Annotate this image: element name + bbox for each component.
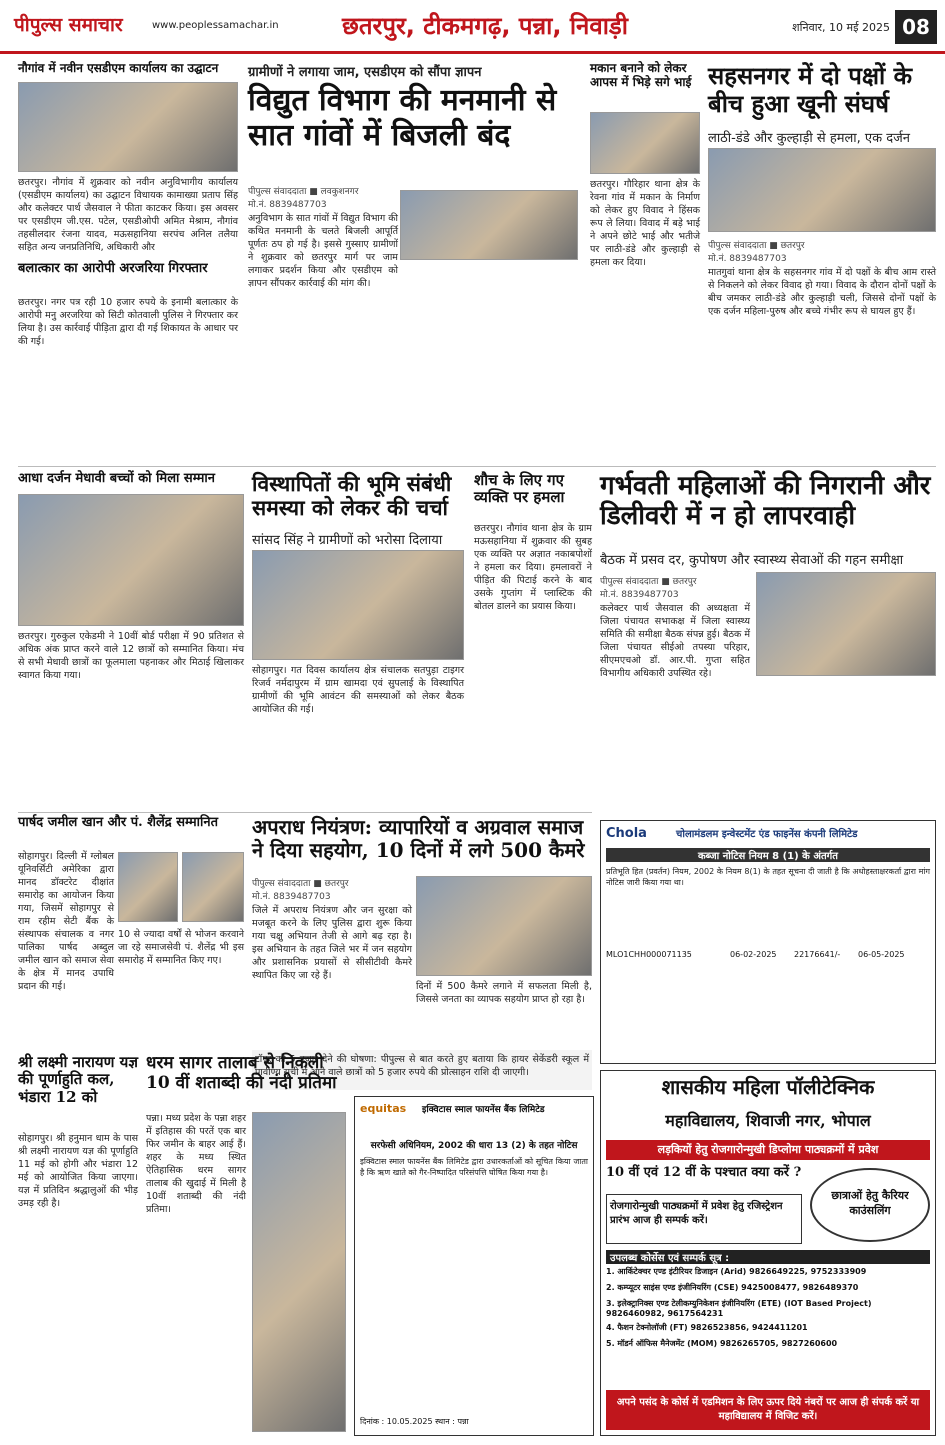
- story2-byline: पीपुल्स संवाददाता ■ लवकुशनगर: [248, 187, 359, 197]
- poly-course-item: 2. कम्प्यूटर साइंस एण्ड इंजीनियरिंग (CSE) 9425008477, 9826489370: [606, 1283, 859, 1292]
- story1-headline: नौगांव में नवीन एसडीएम कार्यालय का उद्घाटन: [18, 61, 219, 75]
- chola-demand-date: 06-02-2025: [730, 950, 777, 959]
- story9-subheadline: बैठक में प्रसव दर, कुपोषण और स्वास्थ्य सेवाओं की गहन समीक्षा: [600, 553, 904, 568]
- story10-photo-2: [182, 852, 244, 922]
- story7-photo: [252, 550, 464, 660]
- poly-course-item: 4. फैशन टेक्नोलॉजी (FT) 9826523856, 9424411201: [606, 1323, 808, 1332]
- story7-subheadline: सांसद सिंह ने ग्रामीणों को भरोसा दिलाया: [252, 533, 443, 548]
- poly-counseling-bubble: छात्राओं हेतु कैरियर काउंसलिंग: [810, 1168, 930, 1242]
- story11-phone: मो.नं. 8839487703: [252, 892, 331, 902]
- poly-banner: लड़कियों हेतु रोजगारोन्मुखी डिप्लोमा पाठ्यक्रमों में प्रवेश: [606, 1140, 930, 1160]
- story10-body: सोहागपुर। दिल्ली में ग्लोबल यूनिवर्सिटी अमेरिका द्वारा मानद डॉक्टरेट दीक्षांत समारोह का आयोजन किया गया, जिसमें सोहागपुर से राम रहीम सेटी बैंक के संस्थापक संचालक व नगर पालिका पार्षद अब्दुल जमील खान को समाज सेवा के क्षेत्र में मानद उपाधि प्रदान की गई।: [18, 851, 114, 992]
- page-number: 08: [895, 10, 937, 44]
- poly-footer: अपने पसंद के कोर्स में एडमिशन के लिए ऊपर दिये नंबरों पर आज ही संपर्क करें या महाविद्यालय में विजिट करें।: [606, 1390, 930, 1430]
- issue-date: शनिवार, 10 मई 2025: [792, 21, 890, 34]
- section-divider: [18, 466, 936, 467]
- story4-byline: पीपुल्स संवाददाता ■ छतरपुर: [708, 241, 805, 251]
- story7-headline: विस्थापितों की भूमि संबंधी समस्या को लेकर की चर्चा: [252, 471, 452, 521]
- chola-text: प्रतिभूति हित (प्रवर्तन) नियम, 2002 के नियम 8(1) के तहत सूचना दी जाती है कि अधोहस्ताक्षरकर्ता द्वारा मांग नोटिस जारी किया गया था।: [606, 867, 930, 887]
- story9-byline: पीपुल्स संवाददाता ■ छतरपुर: [600, 577, 697, 587]
- story1-body: छतरपुर। नौगांव में शुक्रवार को नवीन अनुविभागीय कार्यालय (एसडीएम कार्यालय) का उद्घाटन विधायक कामाख्या प्रताप सिंह और कलेक्टर पार्थ जैसवाल ने फीता काटकर किया। इस अवसर पर एसडीएम जी.एस. पटेल, एसडीओपी अमित मेश्राम, नौगांव तहसीलदार रंजना यादव, मऊसहानिया सरपंच अनिल तलैया सहित अन्य जनप्रतिनिधि, अधिकारी और: [18, 177, 238, 253]
- story3-headline: मकान बनाने को लेकर आपस में भिड़े सगे भाई: [590, 61, 692, 89]
- story9-body: कलेक्टर पार्थ जैसवाल की अध्यक्षता में जिला पंचायत सभाकक्ष में जिला स्वास्थ्य समिति की समीक्षा बैठक संपन्न हुई। बैठक में जिला पंचायत सीईओ तपस्या परिहार, सीएमएचओ डॉ. आर.पी. गुप्ता सहित विभागीय अधिकारी उपस्थित रहे।: [600, 603, 750, 679]
- story9-photo: [756, 572, 936, 676]
- equitas-date: दिनांक : 10.05.2025 स्थान : पन्ना: [360, 1417, 469, 1426]
- chola-loan-number: MLO1CHH000071135: [606, 950, 692, 959]
- equitas-text: इक्विटास स्माल फायनेंस बैंक लिमिटेड द्वारा उधारकर्ताओं को सूचित किया जाता है कि ऋण खाते को गैर-निष्पादित परिसंपत्ति घोषित किया गया है।: [360, 1157, 588, 1177]
- story9-headline: गर्भवती महिलाओं की निगरानी और डिलीवरी में न हो लापरवाही: [600, 471, 931, 531]
- story13-headline: धरम सागर तालाब से निकली 10 वीं शताब्दी की नंदी प्रतिमा: [146, 1053, 337, 1093]
- poly-courses-title: उपलब्ध कोर्सेस एवं सम्पर्क सूत्र :: [606, 1250, 930, 1264]
- story2-headline: विद्युत विभाग की मनमानी से सात गांवों में बिजली बंद: [248, 83, 557, 153]
- newspaper-logo: पीपुल्स समाचार: [14, 14, 123, 36]
- story4-subheadline: लाठी-डंडे और कुल्हाड़ी से हमला, एक दर्जन: [708, 131, 911, 146]
- story3-body: छतरपुर। गौरिहार थाना क्षेत्र के रेवना गांव में मकान के निर्माण को लेकर हुए विवाद ने हिंसक रूप ले लिया। विवाद में बड़े भाई ने अपने छोटे भाई और भतीजे पर लाठी-डंडे और कुल्हाड़ी से हमला कर दिया।: [590, 179, 700, 268]
- story5-headline: बलात्कार का आरोपी अरजरिया गिरफ्तार: [18, 261, 208, 276]
- story4-headline: सहसनगर में दो पक्षों के बीच हुआ खूनी संघर्ष: [708, 61, 913, 118]
- section-divider: [18, 812, 592, 813]
- story2-body: अनुविभाग के सात गांवों में विद्युत विभाग की कथित मनमानी के चलते बिजली आपूर्ति पूर्णतः ठप हो गई है। इससे गुस्साए ग्रामीणों ने शुक्रवार को छतरपुर मार्ग पर जाम लगाकर प्रदर्शन किया और एसडीएम को ज्ञापन सौंपकर कार्रवाई की मांग की।: [248, 213, 398, 289]
- chola-amount: 22176641/-: [794, 950, 841, 959]
- story12-body: सोहागपुर। श्री हनुमान धाम के पास श्री लक्ष्मी नारायण यज्ञ की पूर्णाहुति 11 मई को होगी और भंडारा 12 मई को आयोजित किया जाएगा। यज्ञ में प्रतिदिन श्रद्धालुओं की भीड़ उमड़ रही है।: [18, 1133, 138, 1209]
- story11-note: टॉपर को 5 हजार देने की घोषणा: पीपुल्स से बात करते हुए बताया कि हायर सेकेंडरी स्कूल में प्रावीण्य सूची में आने वाले छात्रों को 5 हजार रुपये की प्रोत्साहन राशि दी जाएगी।: [252, 1050, 592, 1090]
- region-title: छतरपुर, टीकमगढ़, पन्ना, निवाड़ी: [342, 12, 628, 40]
- poly-course-item: 5. मॉडर्न ऑफिस मैनेजमेंट (MOM) 9826265705, 9827260600: [606, 1339, 838, 1348]
- story8-body: छतरपुर। नौगांव थाना क्षेत्र के ग्राम मऊसहानिया में शुक्रवार की सुबह एक व्यक्ति पर अज्ञात नकाबपोशों ने हमला कर दिया। हमलावरों ने पीड़ित की पिटाई करने के बाद उसके गुप्तांग में प्लास्टिक की बोतल डालने का प्रयास किया।: [474, 523, 592, 612]
- story2-phone: मो.नं. 8839487703: [248, 200, 327, 210]
- story3-photo: [590, 112, 700, 174]
- story11-byline: पीपुल्स संवाददाता ■ छतरपुर: [252, 879, 349, 889]
- poly-registration-box: रोजगारोन्मुखी पाठ्यक्रमों में प्रवेश हेतु रजिस्ट्रेशन प्रारंभ आज ही सम्पर्क करें।: [606, 1194, 802, 1244]
- equitas-brand: equitas: [360, 1102, 407, 1115]
- chola-title: चोलामंडलम इन्वेस्टमेंट एंड फाइनेंस कंपनी लिमिटेड: [676, 829, 858, 840]
- equitas-title: इक्विटास स्माल फायनेंस बैंक लिमिटेड: [422, 1105, 545, 1115]
- poly-course-item: 3. इलेक्ट्रानिक्स एण्ड टेलीकम्युनिकेशन इंजीनियरिंग (ETE) (IOT Based Project) 9826460982, 9617564231: [606, 1299, 872, 1318]
- story8-headline: शौच के लिए गए व्यक्ति पर हमला: [474, 471, 565, 507]
- story4-body: मातगुवां थाना क्षेत्र के सहसनगर गांव में दो पक्षों के बीच आम रास्ते से निकलने को लेकर विवाद हो गया। विवाद के दौरान दोनों पक्षों के बीच जमकर लाठी-डंडे और कुल्हाड़ी चली, जिससे दोनों पक्षों के एक दर्जन महिला-पुरुष और बच्चे गंभीर रूप से घायल हुए हैं।: [708, 267, 936, 317]
- story6-photo: [18, 494, 244, 626]
- story2-photo: [400, 190, 578, 260]
- chola-brand: Chola: [606, 826, 647, 841]
- story11-photo: [416, 876, 592, 976]
- poly-question: 10 वीं एवं 12 वीं के पश्चात क्या करें ?: [606, 1165, 802, 1180]
- story11-body-2: दिनों में 500 कैमरे लगाने में सफलता मिली है, जिससे जनता का व्यापक सहयोग प्राप्त हो रहा है।: [416, 981, 592, 1005]
- poly-subtitle: महाविद्यालय, शिवाजी नगर, भोपाल: [665, 1111, 871, 1130]
- story6-headline: आधा दर्जन मेधावी बच्चों को मिला सम्मान: [18, 471, 215, 486]
- story7-body: सोहागपुर। गत दिवस कार्यालय क्षेत्र संचालक सतपुड़ा टाइगर रिजर्व नर्मदापुरम में ग्राम खामदा एवं सुपलाई के विस्थापित ग्रामीणों की भूमि आवंटन की समस्याओं को लेकर बैठक आयोजित की गई।: [252, 665, 464, 715]
- poly-title: शासकीय महिला पॉलीटेक्निक: [661, 1075, 875, 1099]
- story9-phone: मो.नं. 8839487703: [600, 590, 679, 600]
- story1-photo: [18, 82, 238, 172]
- chola-possession-date: 06-05-2025: [858, 950, 905, 959]
- story2-kicker: ग्रामीणों ने लगाया जाम, एसडीएम को सौंपा ज्ञापन: [248, 65, 482, 80]
- story12-headline: श्री लक्ष्मी नारायण यज्ञ की पूर्णाहुति कल, भंडारा 12 को: [18, 1053, 138, 1106]
- story6-body: छतरपुर। गुरुकुल एकेडमी ने 10वीं बोर्ड परीक्षा में 90 प्रतिशत से अधिक अंक प्राप्त करने वाले 12 छात्रों को सम्मानित किया। मंच से सभी मेधावी छात्रों का फूलमाला पहनाकर और मिठाई खिलाकर स्वागत किया गया।: [18, 631, 244, 681]
- story11-headline: अपराध नियंत्रण: व्यापारियों व अग्रवाल समाज ने दिया सहयोग, 10 दिनों में लगे 500 कैमरे: [252, 815, 585, 862]
- story4-photo: [708, 148, 936, 232]
- story10-photo-1: [118, 852, 178, 922]
- story10-body-2: 10 से ज्यादा वर्षों से भोजन करवाने जा रहे समाजसेवी पं. शैलेंद्र भी इस समारोह में सम्मानित किए गए।: [118, 929, 244, 966]
- nandi-statue-photo: [252, 1112, 346, 1432]
- story4-phone: मो.नं. 8839487703: [708, 254, 787, 264]
- poly-course-item: 1. आर्किटेक्चर एण्ड इंटीरियर डिजाइन (Arid) 9826649225, 9752333909: [606, 1267, 867, 1276]
- chola-notice: कब्जा नोटिस नियम 8 (1) के अंतर्गत: [606, 848, 930, 862]
- story13-body: पन्ना। मध्य प्रदेश के पन्ना शहर में इतिहास की परतें एक बार फिर जमीन के बाहर आई हैं। शहर के मध्य स्थित ऐतिहासिक धरम सागर तालाब की खुदाई में मिली है 10वीं शताब्दी की नंदी प्रतिमा।: [146, 1113, 246, 1215]
- website-link[interactable]: www.peoplessamachar.in: [152, 20, 279, 31]
- story5-body: छतरपुर। नगर पत्र रही 10 हजार रुपये के इनामी बलात्कार के आरोपी मनु अरजरिया को सिटी कोतवाली पुलिस ने गिरफ्तार कर लिया है। उस कार्रवाई पीड़िता द्वारा दी गई शिकायत के आधार पर की गई।: [18, 297, 238, 347]
- equitas-notice: सरफेसी अधिनियम, 2002 की धारा 13 (2) के तहत नोटिस: [370, 1141, 578, 1151]
- story10-headline: पार्षद जमील खान और पं. शैलेंद्र सम्मानित: [18, 815, 219, 830]
- story11-body: जिले में अपराध नियंत्रण और जन सुरक्षा को मजबूत करने के लिए पुलिस द्वारा शुरू किया गया चक्षु अभियान तेजी से आगे बढ़ रहा है। इस अभियान के तहत जिले भर में जन सहयोग और प्रशासनिक प्रयासों से सीसीटीवी कैमरे स्थापित किए जा रहे हैं।: [252, 905, 412, 981]
